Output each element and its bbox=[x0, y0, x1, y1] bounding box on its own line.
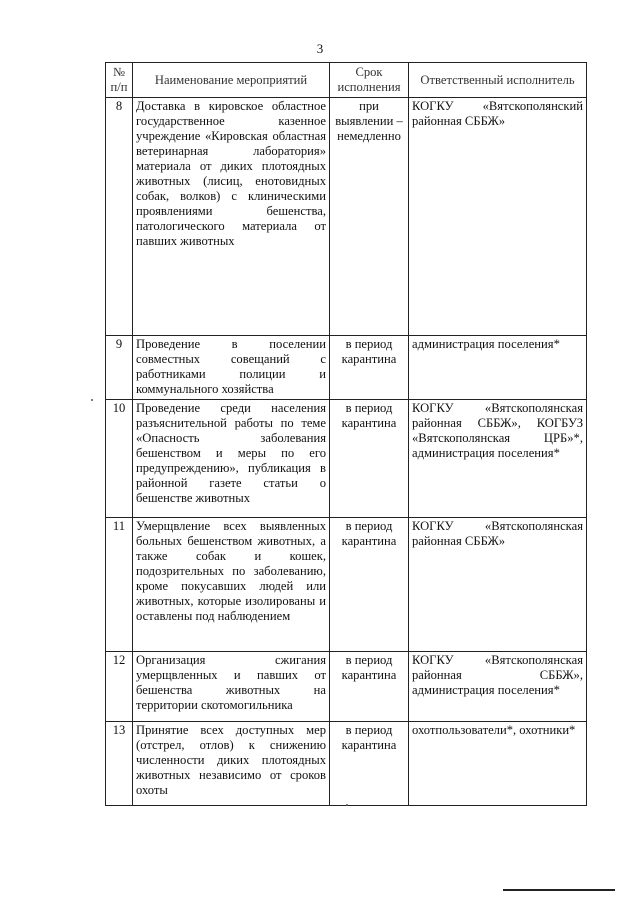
responsible-executor: КОГКУ «Вятскополянская районная СББЖ», КОГБУЗ «Вятскополянская ЦРБ»*, администрация поселения* bbox=[409, 400, 587, 518]
table-row bbox=[106, 652, 587, 722]
table-header-row bbox=[106, 63, 587, 98]
measure-name: Принятие всех доступных мер (отстрел, отлов) к снижению численности диких плотоядных животных независимо от сроков охоты bbox=[133, 722, 330, 806]
table-row bbox=[106, 336, 587, 400]
table-row bbox=[106, 722, 587, 806]
execution-term: в период карантина bbox=[330, 400, 409, 518]
row-number: 11 bbox=[106, 518, 133, 652]
responsible-executor: КОГКУ «Вятскополянский районная СББЖ» bbox=[409, 98, 587, 336]
measure-name: Умерщвление всех выявленных больных бешенством животных, а также собак и кошек, подозрительных по заболеванию, кроме покусавших людей или животных, которые изолированы и оставлены под наблюдением bbox=[133, 518, 330, 652]
execution-term: при выявлении – немедленно bbox=[330, 98, 409, 336]
scan-speck bbox=[346, 804, 348, 806]
scan-speck bbox=[91, 399, 93, 401]
header-measure-name: Наименование мероприятий bbox=[133, 63, 330, 98]
execution-term: в период карантина bbox=[330, 652, 409, 722]
table-row bbox=[106, 400, 587, 518]
table-row bbox=[106, 98, 587, 336]
header-responsible: Ответственный исполнитель bbox=[409, 63, 587, 98]
measure-name: Организация сжигания умерщвленных и павших от бешенства животных на территории скотомогильника bbox=[133, 652, 330, 722]
execution-term: в период карантина bbox=[330, 518, 409, 652]
table-row bbox=[106, 518, 587, 652]
row-number: 13 bbox=[106, 722, 133, 806]
page-number: 3 bbox=[316, 41, 324, 56]
measure-name: Проведение в поселении совместных совещаний с работниками полиции и коммунального хозяйства bbox=[133, 336, 330, 400]
responsible-executor: КОГКУ «Вятскополянская районная СББЖ», администрация поселения* bbox=[409, 652, 587, 722]
row-number: 10 bbox=[106, 400, 133, 518]
execution-term: в период карантина bbox=[330, 336, 409, 400]
measures-table bbox=[105, 62, 587, 806]
header-number: № п/п bbox=[106, 63, 133, 98]
responsible-executor: охотпользователи*, охотники* bbox=[409, 722, 587, 806]
row-number: 8 bbox=[106, 98, 133, 336]
responsible-executor: администрация поселения* bbox=[409, 336, 587, 400]
execution-term: в период карантина bbox=[330, 722, 409, 806]
measure-name: Доставка в кировское областное государственное казенное учреждение «Кировская областная ветеринарная лаборатория» материала от диких плотоядных животных (лисиц, енотовидных собак, волков) с клиническими проявлениями бешенства, патологического материала от павших животных bbox=[133, 98, 330, 336]
row-number: 9 bbox=[106, 336, 133, 400]
row-number: 12 bbox=[106, 652, 133, 722]
responsible-executor: КОГКУ «Вятскополянская районная СББЖ» bbox=[409, 518, 587, 652]
measure-name: Проведение среди населения разъяснительной работы по теме «Опасность заболевания бешенством и меры по его предупреждению», публикация в районной газете статьи о бешенстве животных bbox=[133, 400, 330, 518]
footer-rule bbox=[503, 889, 615, 891]
header-term: Срок исполнения bbox=[330, 63, 409, 98]
